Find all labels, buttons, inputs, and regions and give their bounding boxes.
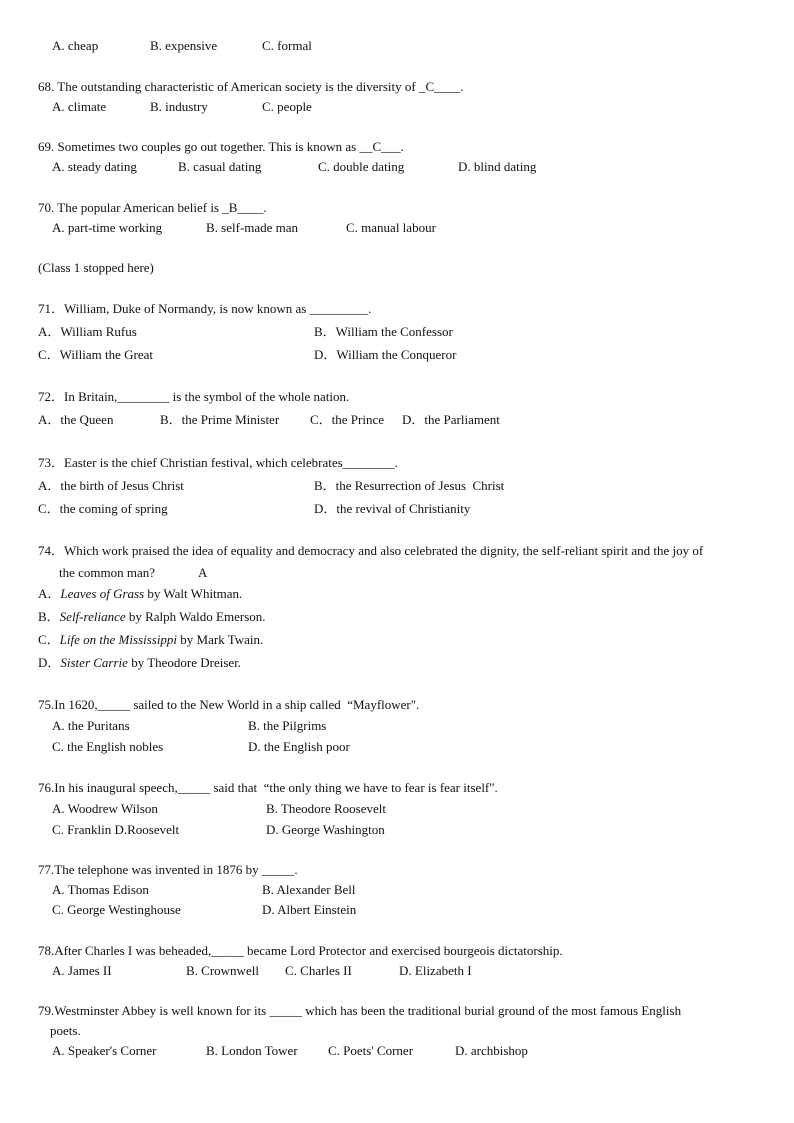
q71-option-a: A．William Rufus [38, 324, 137, 339]
q73-option-a: A．the birth of Jesus Christ [38, 478, 184, 493]
q79-option-d: D. archbishop [455, 1043, 528, 1058]
q72-option-a: A．the Queen [38, 412, 114, 427]
q68-option-c: C. people [262, 99, 312, 114]
q74-option-b-title: Self-reliance [59, 609, 126, 624]
q72-option-d: D．the Parliament [402, 412, 500, 427]
q73-option-d: D．the revival of Christianity [314, 501, 471, 516]
q77-option-d: D. Albert Einstein [262, 902, 357, 917]
q70-option-a: A. part-time working [52, 220, 163, 235]
q79-stem-line1: 79.Westminster Abbey is well known for its _____ which has been the traditional burial ground of the most famous English [38, 1003, 682, 1018]
q69-option-a: A. steady dating [52, 159, 137, 174]
q74-stem-line2: the common man? [59, 565, 156, 580]
q71-option-b: B．William the Confessor [314, 324, 453, 339]
q74-option-b: B．Self-reliance by Ralph Waldo Emerson. [38, 609, 266, 624]
q70-stem: 70. The popular American belief is _B____. [38, 200, 267, 215]
q78-stem: 78.After Charles I was beheaded,_____ became Lord Protector and exercised bourgeois dictatorship. [38, 943, 563, 958]
q76-option-a: A. Woodrew Wilson [52, 801, 158, 816]
q68-option-a: A. climate [52, 99, 107, 114]
q70-option-c: C. manual labour [346, 220, 436, 235]
q74-option-a-title: Leaves of Grass [60, 586, 145, 601]
q73-option-b: B．the Resurrection of Jesus Christ [314, 478, 505, 493]
q69-option-b: B. casual dating [178, 159, 262, 174]
q68-option-b: B. industry [150, 99, 208, 114]
q73-option-c: C．the coming of spring [38, 501, 168, 516]
q67-option-b: B. expensive [150, 38, 218, 53]
q74-option-c: C．Life on the Mississippi by Mark Twain. [38, 632, 264, 647]
q69-option-d: D. blind dating [458, 159, 537, 174]
q67-option-a: A. cheap [52, 38, 99, 53]
q73-stem: 73．Easter is the chief Christian festival, which celebrates________. [38, 455, 398, 470]
q68-stem: 68. The outstanding characteristic of American society is the diversity of _C____. [38, 79, 464, 94]
q74-option-a: A．Leaves of Grass by Walt Whitman. [38, 586, 243, 601]
q79-option-b: B. London Tower [206, 1043, 298, 1058]
q69-stem: 69. Sometimes two couples go out together. This is known as __C___. [38, 139, 404, 154]
q72-option-c: C．the Prince [310, 412, 385, 427]
q79-option-a: A. Speaker's Corner [52, 1043, 157, 1058]
q76-option-b: B. Theodore Roosevelt [266, 801, 386, 816]
q79-option-c: C. Poets' Corner [328, 1043, 414, 1058]
q75-option-b: B. the Pilgrims [248, 718, 327, 733]
q74-stem-line1: 74．Which work praised the idea of equality and democracy and also celebrated the dignity, the self-reliant spirit and the joy of [38, 543, 704, 558]
q71-option-c: C．William the Great [38, 347, 154, 362]
q75-option-d: D. the English poor [248, 739, 350, 754]
q70-option-b: B. self-made man [206, 220, 299, 235]
q78-option-c: C. Charles II [285, 963, 352, 978]
q67-option-c: C. formal [262, 38, 312, 53]
q74-option-c-title: Life on the Mississippi [59, 632, 178, 647]
q69-option-c: C. double dating [318, 159, 405, 174]
q75-option-c: C. the English nobles [52, 739, 164, 754]
class-note: (Class 1 stopped here) [38, 260, 154, 275]
q76-option-c: C. Franklin D.Roosevelt [52, 822, 180, 837]
q75-stem: 75.In 1620,_____ sailed to the New World in a ship called “Mayflower". [38, 697, 420, 712]
q77-option-b: B. Alexander Bell [262, 882, 356, 897]
q78-option-d: D. Elizabeth I [399, 963, 472, 978]
q78-option-b: B. Crownwell [186, 963, 259, 978]
q72-option-b: B．the Prime Minister [160, 412, 280, 427]
q72-stem: 72．In Britain,________ is the symbol of the whole nation. [38, 389, 350, 404]
q75-option-a: A. the Puritans [52, 718, 130, 733]
q77-stem: 77.The telephone was invented in 1876 by _____. [38, 862, 298, 877]
q71-stem: 71．William, Duke of Normandy, is now known as _________. [38, 301, 372, 316]
q79-stem-line2: poets. [50, 1023, 81, 1038]
q76-option-d: D. George Washington [266, 822, 385, 837]
q77-option-a: A. Thomas Edison [52, 882, 149, 897]
q74-option-d-title: Sister Carrie [60, 655, 128, 670]
q71-option-d: D．William the Conqueror [314, 347, 457, 362]
q78-option-a: A. James II [52, 963, 112, 978]
q74-answer: A [198, 565, 208, 580]
q76-stem: 76.In his inaugural speech,_____ said that “the only thing we have to fear is fear itself". [38, 780, 498, 795]
q74-option-d: D．Sister Carrie by Theodore Dreiser. [38, 655, 242, 670]
q77-option-c: C. George Westinghouse [52, 902, 181, 917]
